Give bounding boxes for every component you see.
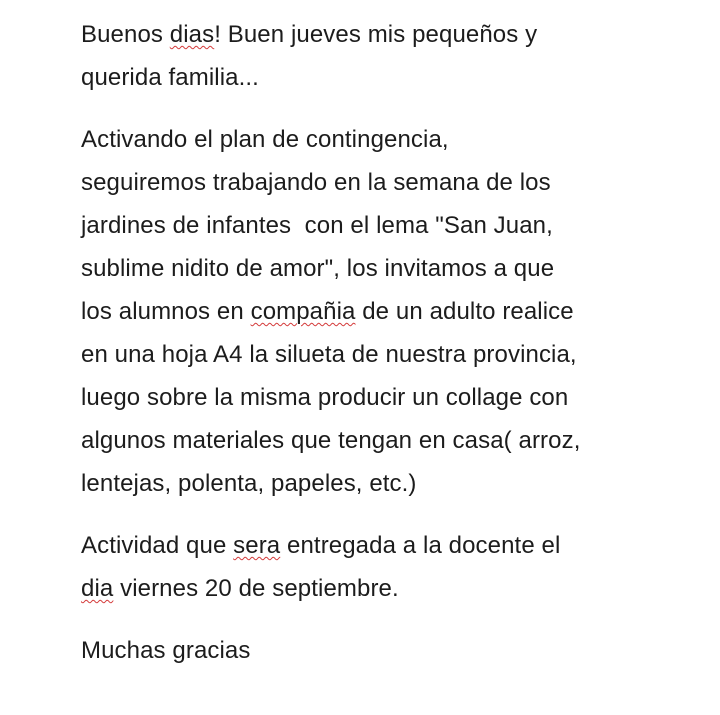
- text-line: [81, 567, 701, 610]
- text-segment: entregada a la docente el: [280, 532, 561, 559]
- text-segment: jardines de infantes con el lema "San Juan,: [81, 212, 553, 239]
- text-segment: en una hoja A4 la silueta de nuestra provincia,: [81, 341, 577, 368]
- paragraph: [81, 629, 701, 672]
- text-segment: querida familia...: [81, 64, 259, 91]
- misspelled-word: sera: [233, 532, 281, 559]
- text-segment: los alumnos en: [81, 298, 251, 325]
- text-line: [81, 629, 701, 672]
- misspelled-word: dia: [81, 575, 114, 602]
- text-segment: Buenos: [81, 21, 170, 48]
- text-segment: viernes 20 de septiembre.: [113, 575, 399, 602]
- misspelled-word: dias: [169, 21, 215, 48]
- text-segment: Activando el plan de contingencia,: [81, 126, 449, 153]
- text-segment: de un adulto realice: [355, 298, 574, 325]
- text-segment: seguiremos trabajando en la semana de los: [81, 169, 551, 196]
- text-segment: ! Buen jueves mis pequeños y: [214, 21, 538, 48]
- text-line: [81, 419, 701, 462]
- paragraph: [81, 524, 701, 610]
- text-segment: algunos materiales que tengan en casa( arroz,: [81, 427, 581, 454]
- text-line: [81, 524, 701, 567]
- text-line: [81, 161, 701, 204]
- misspelled-word: compañia: [250, 298, 356, 325]
- text-segment: Muchas gracias: [81, 637, 251, 664]
- text-line: [81, 290, 701, 333]
- text-segment: Actividad que: [81, 532, 234, 559]
- text-line: [81, 376, 701, 419]
- document-body: [81, 13, 701, 672]
- text-segment: sublime nidito de amor", los invitamos a que: [81, 255, 555, 282]
- text-line: [81, 118, 701, 161]
- paragraph: [81, 13, 701, 99]
- text-line: [81, 13, 701, 56]
- text-line: [81, 333, 701, 376]
- paragraph: [81, 118, 701, 505]
- text-line: [81, 247, 701, 290]
- text-line: [81, 204, 701, 247]
- text-line: [81, 56, 701, 99]
- text-segment: luego sobre la misma producir un collage con: [81, 384, 569, 411]
- text-segment: lentejas, polenta, papeles, etc.): [81, 470, 417, 497]
- text-line: [81, 462, 701, 505]
